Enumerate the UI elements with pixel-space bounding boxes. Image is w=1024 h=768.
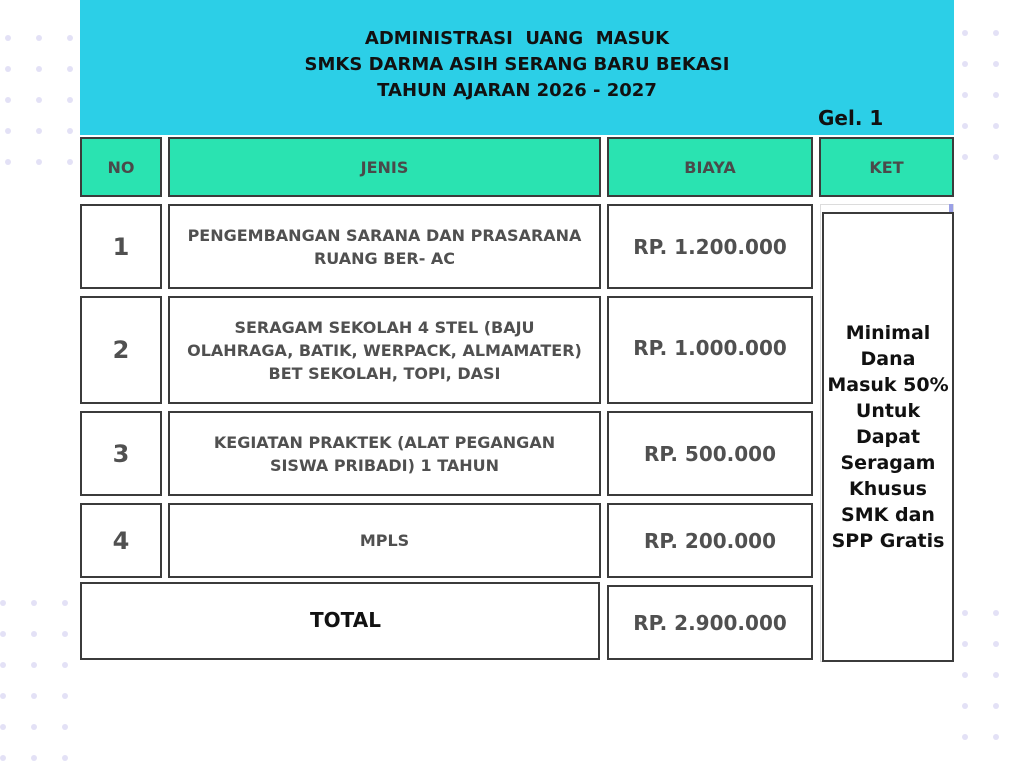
decorative-dot	[0, 693, 6, 699]
decorative-dot	[993, 610, 999, 616]
decorative-dot	[993, 641, 999, 647]
decorative-dot	[31, 662, 37, 668]
decorative-dot	[0, 662, 6, 668]
decorative-dot	[5, 35, 11, 41]
decorative-dot	[62, 755, 68, 761]
decorative-dot	[962, 734, 968, 740]
ket-cell-accent	[949, 204, 953, 212]
column-header-biaya: BIAYA	[607, 137, 813, 197]
decorative-dot	[67, 159, 73, 165]
title-line-1: ADMINISTRASI UANG MASUK	[364, 28, 670, 49]
decorative-dot	[993, 92, 999, 98]
decorative-dot	[993, 703, 999, 709]
decorative-dot	[962, 703, 968, 709]
title-line-2: SMKS DARMA ASIH SERANG BARU BEKASI	[304, 54, 730, 75]
decorative-dot	[962, 123, 968, 129]
table-row-1-jenis: PENGEMBANGAN SARANA DAN PRASARANA RUANG BER- AC	[168, 204, 601, 289]
decorative-dot	[0, 600, 6, 606]
decorative-dot	[962, 610, 968, 616]
table-row-4-jenis: MPLS	[168, 503, 601, 578]
decorative-dot	[5, 159, 11, 165]
decorative-dot	[993, 734, 999, 740]
decorative-dot	[36, 66, 42, 72]
total-value: RP. 2.900.000	[607, 585, 813, 660]
column-header-ket: KET	[819, 137, 954, 197]
table-row-1-no: 1	[80, 204, 162, 289]
decorative-dot	[0, 724, 6, 730]
decorative-dot	[36, 97, 42, 103]
decorative-dot	[962, 154, 968, 160]
decorative-dot	[62, 662, 68, 668]
decorative-dot	[67, 97, 73, 103]
decorative-dot	[36, 159, 42, 165]
decorative-dot	[993, 672, 999, 678]
decorative-dot	[36, 35, 42, 41]
decorative-dot	[962, 672, 968, 678]
decorative-dot	[67, 35, 73, 41]
decorative-dot	[5, 97, 11, 103]
decorative-dot	[993, 61, 999, 67]
decorative-dot	[31, 600, 37, 606]
decorative-dot	[67, 66, 73, 72]
total-label: TOTAL	[80, 582, 600, 660]
table-row-2-jenis: SERAGAM SEKOLAH 4 STEL (BAJU OLAHRAGA, BATIK, WERPACK, ALMAMATER) BET SEKOLAH, TOPI, DASI	[168, 296, 601, 404]
decorative-dot	[962, 92, 968, 98]
decorative-dot	[0, 631, 6, 637]
table-row-3-no: 3	[80, 411, 162, 496]
column-header-jenis: JENIS	[168, 137, 601, 197]
decorative-dot	[62, 600, 68, 606]
table-row-2-no: 2	[80, 296, 162, 404]
decorative-dot	[62, 724, 68, 730]
decorative-dot	[962, 30, 968, 36]
decorative-dot	[31, 693, 37, 699]
table-row-3-biaya: RP. 500.000	[607, 411, 813, 496]
decorative-dot	[993, 123, 999, 129]
decorative-dot	[36, 128, 42, 134]
decorative-dot	[962, 61, 968, 67]
decorative-dot	[0, 755, 6, 761]
table-row-1-biaya: RP. 1.200.000	[607, 204, 813, 289]
decorative-dot	[993, 154, 999, 160]
table-row-4-biaya: RP. 200.000	[607, 503, 813, 578]
table-row-4-no: 4	[80, 503, 162, 578]
table-row-2-biaya: RP. 1.000.000	[607, 296, 813, 404]
decorative-dot	[31, 724, 37, 730]
document-title	[80, 26, 954, 104]
decorative-dot	[993, 30, 999, 36]
decorative-dot	[31, 631, 37, 637]
decorative-dot	[62, 631, 68, 637]
title-line-3: TAHUN AJARAN 2026 - 2027	[377, 80, 657, 101]
column-header-no: NO	[80, 137, 162, 197]
table-row-3-jenis: KEGIATAN PRAKTEK (ALAT PEGANGAN SISWA PRIBADI) 1 TAHUN	[168, 411, 601, 496]
ket-note: Minimal Dana Masuk 50% Untuk Dapat Seragam Khusus SMK dan SPP Gratis	[822, 212, 954, 662]
decorative-dot	[962, 641, 968, 647]
decorative-dot	[31, 755, 37, 761]
decorative-dot	[5, 128, 11, 134]
decorative-dot	[67, 128, 73, 134]
decorative-dot	[62, 693, 68, 699]
batch-label: Gel. 1	[818, 106, 884, 130]
decorative-dot	[5, 66, 11, 72]
